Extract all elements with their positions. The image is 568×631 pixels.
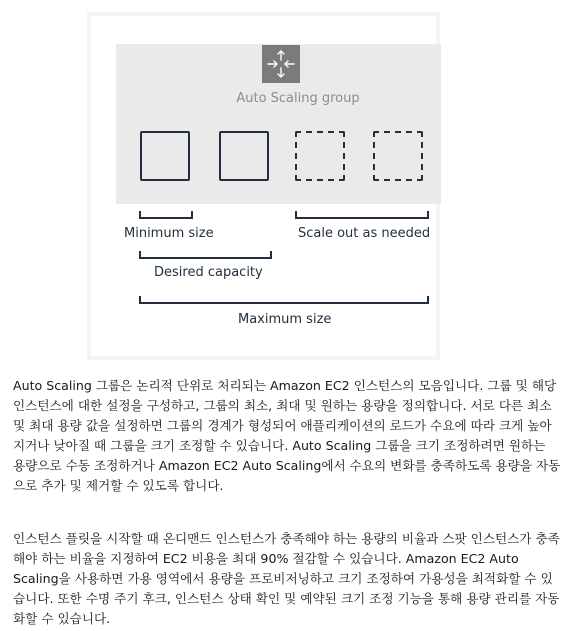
auto-scaling-arrows-icon [262, 45, 300, 83]
minimum-size-bracket [139, 211, 193, 219]
instance-scale-out-1 [295, 131, 345, 181]
scale-out-bracket [295, 211, 429, 219]
maximum-size-bracket [139, 296, 429, 304]
paragraph-2-text: 인스턴스 플릿을 시작할 때 온디맨드 인스턴스가 충족해야 하는 용량의 비율과 스팟 인스턴스가 충족해야 하는 비율을 지정하여 EC2 비용을 최대 90% 절감할 수 있습니다. Amazon EC2 Auto Scaling을 사용하면 가용 영역에서 용량을 프로비저닝하고 크기 조정하여 가용성을 최적화할 수 있습니다. 또한 수명 주기 후크, 인스턴스 상태 확인 및 예약된 크기 조정 기능을 통해 용량 관리를 자동화할 수 있습니다. [13, 531, 560, 626]
instance-minimum-2 [219, 131, 269, 181]
auto-scaling-group-label: Auto Scaling group [236, 91, 360, 106]
scale-out-label: Scale out as needed [298, 226, 431, 241]
maximum-size-label: Maximum size [238, 312, 332, 327]
instance-scale-out-2 [373, 131, 423, 181]
instance-minimum-1 [140, 131, 190, 181]
description-paragraph-2 [13, 529, 561, 629]
minimum-size-label: Minimum size [124, 226, 214, 241]
desired-capacity-bracket [139, 251, 272, 259]
description-paragraph-1 [13, 376, 561, 496]
paragraph-1-text: Auto Scaling 그룹은 논리적 단위로 처리되는 Amazon EC2 인스턴스의 모음입니다. 그룹 및 해당 인스턴스에 대한 설정을 구성하고, 그룹의 최소, 최대 및 원하는 용량을 정의합니다. 서로 다른 최소 및 최대 용량 값을 설정하면 그룹의 경계가 형성되어 애플리케이션의 로드가 수요에 따라 크게 높아지거나 낮아질 때 그룹을 크기 조정할 수 있습니다. Auto Scaling 그룹을 크기 조정하려면 원하는 용량으로 수동 조정하거나 Amazon EC2 Auto Scaling에서 수요의 변화를 충족하도록 용량을 자동으로 추가 및 제거할 수 있도록 합니다. [13, 378, 561, 493]
desired-capacity-label: Desired capacity [154, 265, 263, 280]
